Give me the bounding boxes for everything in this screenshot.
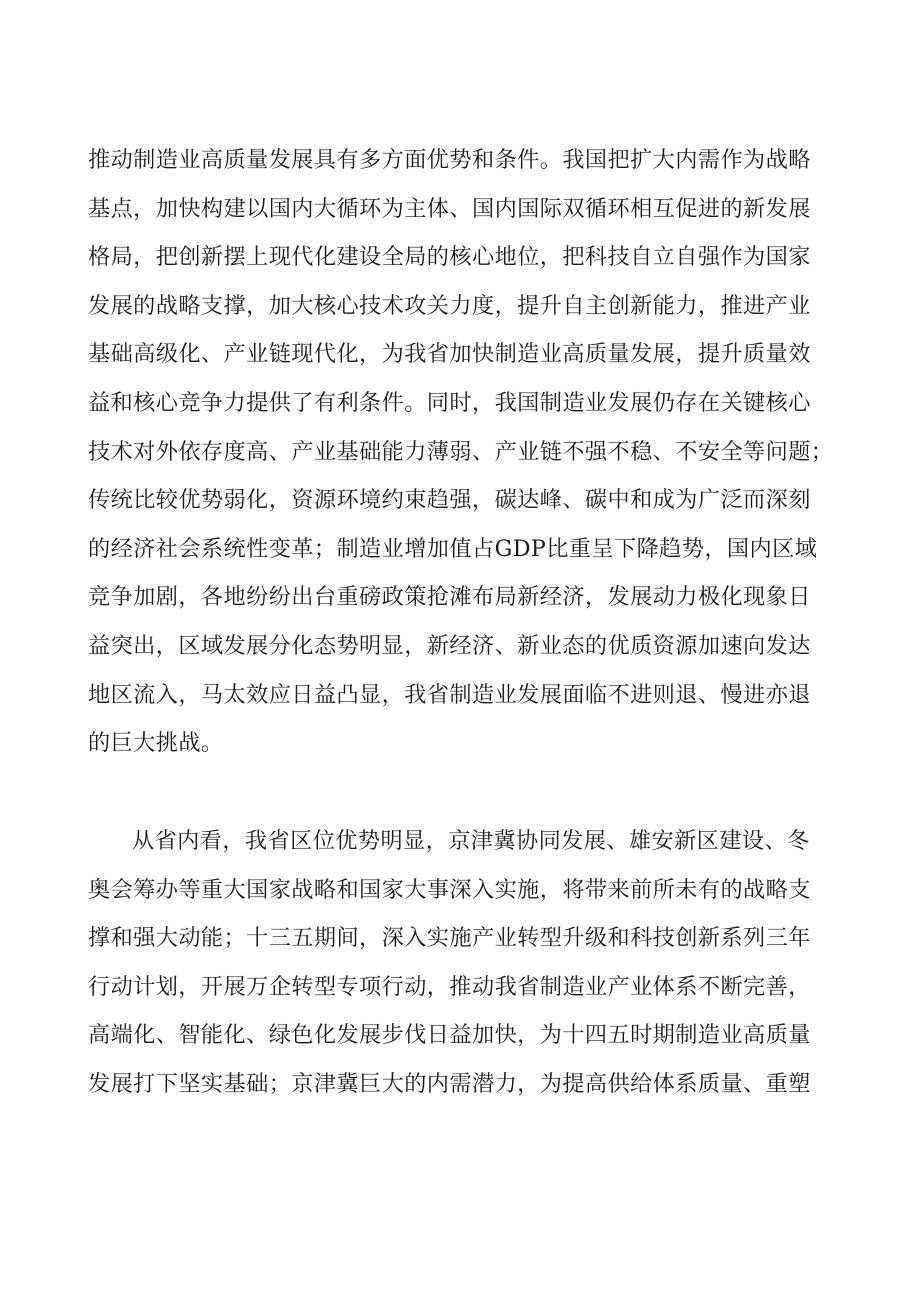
text-line: 基点，加快构建以国内大循环为主体、国内国际双循环相互促进的新发展 xyxy=(88,195,811,222)
text-line: 奥会筹办等重大国家战略和国家大事深入实施，将带来前所未有的战略支 xyxy=(88,876,811,903)
text-line: 格局，把创新摆上现代化建设全局的核心地位，把科技自立自强作为国家 xyxy=(88,244,811,271)
paragraph-2 xyxy=(88,817,848,1109)
text-line: 益和核心竞争力提供了有利条件。同时，我国制造业发展仍存在关键核心 xyxy=(88,389,811,416)
text-line: 推动制造业高质量发展具有多方面优势和条件。我国把扩大内需作为战略 xyxy=(88,147,811,173)
text-line: 发展打下坚实基础；京津冀巨大的内需潜力，为提高供给体系质量、重塑 xyxy=(88,1070,811,1097)
text-line: 传统比较优势弱化，资源环境约束趋强，碳达峰、碳中和成为广泛而深刻 xyxy=(88,487,811,514)
text-line: 发展的战略支撑，加大核心技术攻关力度，提升自主创新能力，推进产业 xyxy=(88,292,811,319)
text-line: 益突出，区域发展分化态势明显，新经济、新业态的优质资源加速向发达 xyxy=(88,632,811,659)
text-line: 竞争加剧，各地纷纷出台重磅政策抢滩布局新经济，发展动力极化现象日 xyxy=(88,584,811,611)
text-line: 基础高级化、产业链现代化，为我省加快制造业高质量发展，提升质量效 xyxy=(88,341,811,368)
text-line: 技术对外依存度高、产业基础能力薄弱、产业链不强不稳、不安全等问题； xyxy=(88,438,834,465)
text-line: 行动计划，开展万企转型专项行动，推动我省制造业产业体系不断完善， xyxy=(88,973,811,1000)
text-line: 的巨大挑战。 xyxy=(88,730,224,757)
text-line: 高端化、智能化、绿色化发展步伐日益加快，为十四五时期制造业高质量 xyxy=(88,1022,811,1049)
text-line: 撑和强大动能；十三五期间，深入实施产业转型升级和科技创新系列三年 xyxy=(88,925,811,952)
text-line: 地区流入，马太效应日益凸显，我省制造业发展面临不进则退、慢进亦退 xyxy=(88,681,811,708)
text-line: 从省内看，我省区位优势明显，京津冀协同发展、雄安新区建设、冬 xyxy=(132,828,810,854)
paragraph-1 xyxy=(88,136,848,768)
text-line: 的经济社会系统性变革；制造业增加值占GDP比重呈下降趋势，国内区域 xyxy=(88,535,818,562)
